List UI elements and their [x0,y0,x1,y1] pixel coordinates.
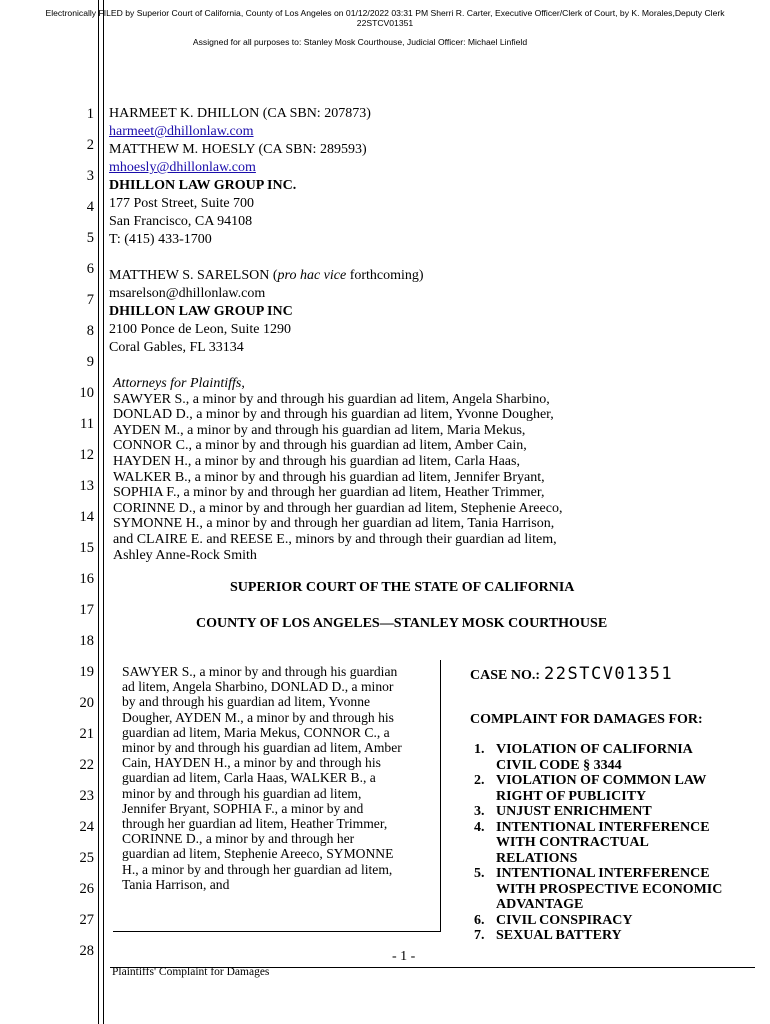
firm-phone: T: (415) 433-1700 [109,232,212,247]
line-number: 18 [79,633,94,649]
firm-name: DHILLON LAW GROUP INC [109,304,293,319]
caption-line: through her guardian ad litem, Heather Trimmer, [122,816,388,831]
filing-stamp-text: Electronically FILED by Superior Court of California, County of Los Angeles on 01/12/2022 03:31 PM Sherri R. Carter, Executive Officer/Clerk of Court, by K. Morales,Deputy Clerk [45,8,725,18]
line-number: 20 [79,695,94,711]
plaintiff-line: SOPHIA F., a minor by and through her guardian ad litem, Heather Trimmer, [113,485,545,501]
line-number: 9 [86,354,94,370]
attorney-email-link[interactable]: mhoesly@dhillonlaw.com [109,160,256,175]
firm-address-line: Coral Gables, FL 33134 [109,340,244,355]
line-number: 1 [86,106,94,122]
line-number: 5 [86,230,94,246]
line-number: 14 [79,509,94,525]
case-number-value: 22STCV01351 [544,664,674,684]
plaintiff-line: WALKER B., a minor by and through his guardian ad litem, Jennifer Bryant, [113,469,545,485]
court-name-heading: SUPERIOR COURT OF THE STATE OF CALIFORNIA [230,580,575,595]
line-number: 21 [79,726,94,742]
line-number: 23 [79,788,94,804]
caption-line: guardian ad litem, Carla Haas, WALKER B., a [122,770,376,786]
line-number: 8 [86,323,94,339]
attorneys-for-label: Attorneys for Plaintiffs, [113,376,245,391]
plaintiff-line: DONLAD D., a minor by and through his guardian ad litem, Yvonne Dougher, [113,407,554,423]
line-number: 4 [86,199,94,215]
attorney-name: MATTHEW M. HOESLY (CA SBN: 289593) [109,142,367,157]
filing-stamp [0,9,770,28]
line-number: 15 [79,540,94,556]
plaintiff-line: and CLAIRE E. and REESE E., minors by and through their guardian ad litem, [113,532,557,547]
court-county-heading: COUNTY OF LOS ANGELES—STANLEY MOSK COURTHOUSE [196,616,608,631]
caption-line: Cain, HAYDEN H., a minor by and through his [122,755,381,771]
pleading-left-rule-outer [98,0,99,1024]
line-number: 10 [79,385,94,401]
caption-line: by and through his guardian ad litem, Yvonne [122,694,371,710]
line-number: 6 [86,261,94,277]
filing-stamp-case-number: 22STCV01351 [356,17,414,28]
assignment-notice: Assigned for all purposes to: Stanley Mosk Courthouse, Judicial Officer: Michael Linfield [192,37,528,47]
line-number: 11 [80,416,94,432]
caption-line: Jennifer Bryant, SOPHIA F., a minor by and [122,800,364,816]
plaintiff-line: HAYDEN H., a minor by and through his guardian ad litem, Carla Haas, [113,454,520,469]
line-number: 13 [79,478,94,494]
complaint-heading: COMPLAINT FOR DAMAGES FOR: [470,712,703,727]
line-number: 22 [79,757,94,773]
line-number: 25 [79,850,94,866]
caption-line: CORINNE D., a minor by and through her [122,831,355,847]
caption-line: H., a minor by and through her guardian ad litem, [122,861,393,877]
plaintiff-line: CONNOR C., a minor by and through his guardian ad litem, Amber Cain, [113,438,527,454]
caption-divider-vertical [440,660,441,931]
firm-address-line: 2100 Ponce de Leon, Suite 1290 [109,322,291,337]
line-number: 28 [79,943,94,959]
caption-line: Tania Harrison, and [122,876,230,892]
plaintiff-line: CORINNE D., a minor by and through her guardian ad litem, Stephenie Areeco, [113,500,563,516]
caption-line: guardian ad litem, Stephenie Areeco, SYMONNE [122,846,394,862]
case-number-label: CASE NO.: [470,668,541,683]
caption-line: minor by and through his guardian ad litem, [122,785,362,801]
line-number: 3 [86,168,94,184]
attorney-email: msarelson@dhillonlaw.com [109,286,266,301]
caption-line: Dougher, AYDEN M., a minor by and through his [122,709,394,725]
case-number [470,664,673,684]
line-number: 27 [79,912,94,928]
attorney-name: HARMEET K. DHILLON (CA SBN: 207873) [109,106,371,121]
line-number: 17 [79,602,94,618]
firm-address-line: 177 Post Street, Suite 700 [109,196,255,211]
caption-divider-horizontal [113,931,441,932]
line-number: 26 [79,881,94,897]
line-number: 12 [79,447,94,463]
firm-name: DHILLON LAW GROUP INC. [109,178,297,193]
plaintiff-line: Ashley Anne-Rock Smith [113,547,257,563]
line-number: 24 [79,819,94,835]
line-number: 16 [79,571,94,587]
footer-document-title: Plaintiffs' Complaint for Damages [112,966,270,978]
line-number: 7 [86,292,94,308]
pleading-left-rule-inner [103,0,104,1024]
page-number: - 1 - [392,949,416,964]
caption-line: minor by and through his guardian ad litem, Amber [122,740,402,755]
plaintiff-line: AYDEN M., a minor by and through his guardian ad litem, Maria Mekus, [113,422,526,438]
caption-line: guardian ad litem, Maria Mekus, CONNOR C., a [122,724,390,740]
line-number: 19 [79,664,94,680]
caption-line: SAWYER S., a minor by and through his guardian [122,664,398,679]
plaintiff-line: SYMONNE H., a minor by and through her guardian ad litem, Tania Harrison, [113,516,555,532]
attorney-name: MATTHEW S. SARELSON (pro hac vice forthcoming) [109,268,424,283]
attorney-email-link[interactable]: harmeet@dhillonlaw.com [109,124,254,139]
firm-address-line: San Francisco, CA 94108 [109,214,253,229]
line-number: 2 [86,137,94,153]
caption-line: ad litem, Angela Sharbino, DONLAD D., a minor [122,679,394,695]
plaintiff-line: SAWYER S., a minor by and through his guardian ad litem, Angela Sharbino, [113,391,550,407]
